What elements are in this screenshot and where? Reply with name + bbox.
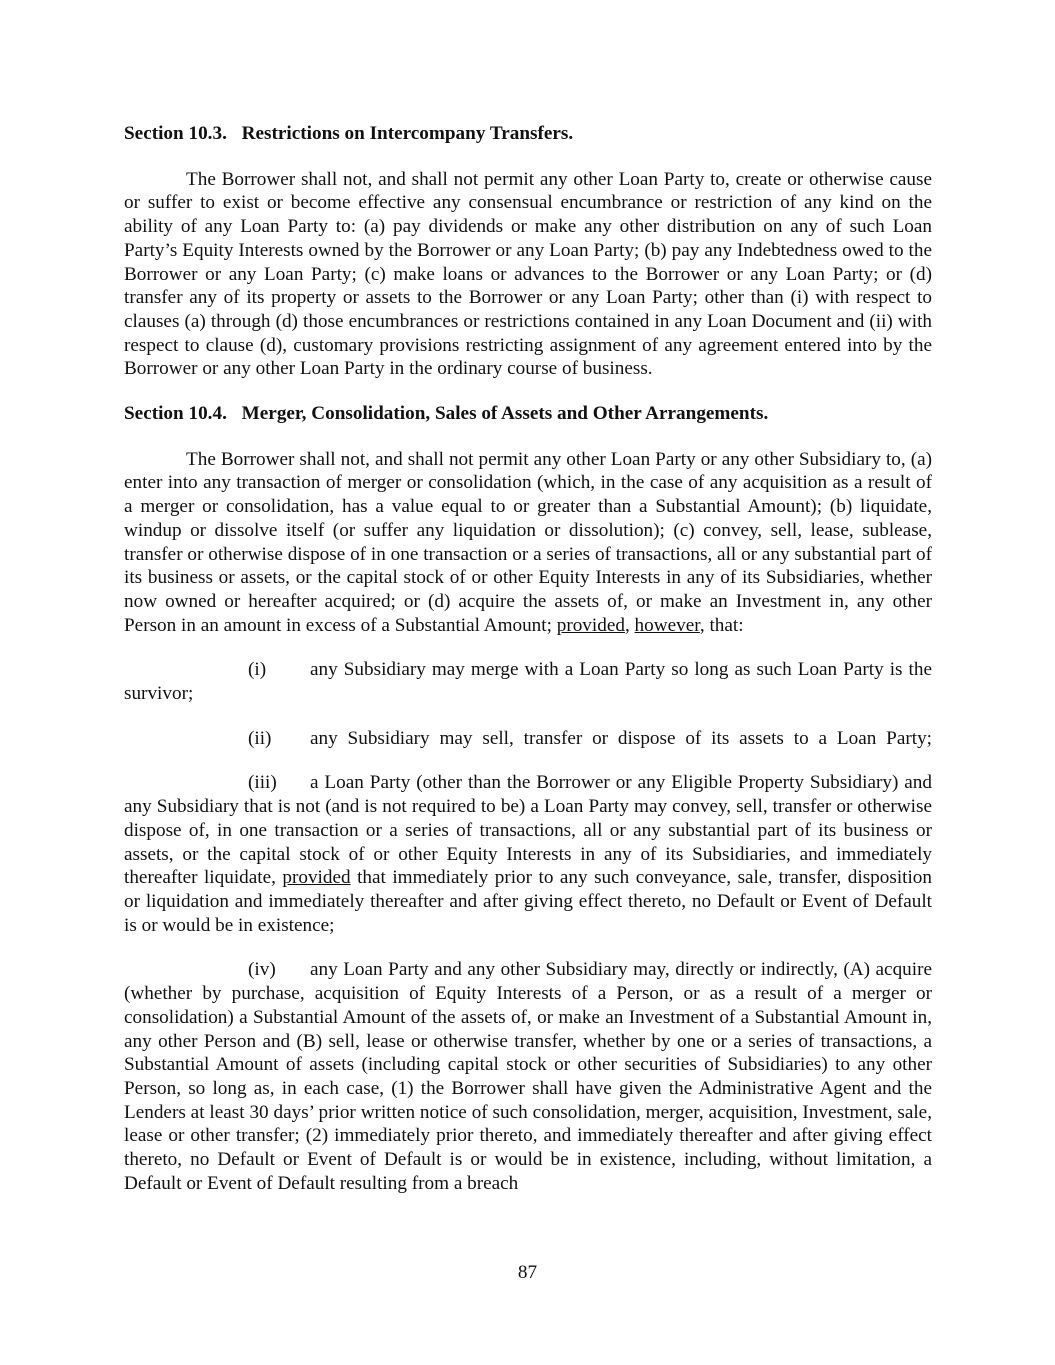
clause-text: any Subsidiary may merge with a Loan Party so long as such Loan Party is the survivor; xyxy=(124,659,932,705)
clause-text: any Subsidiary may sell, transfer or dispose of its assets to a Loan Party; xyxy=(310,727,932,749)
section-number: Section 10.4. xyxy=(124,403,227,425)
provided-term: provided xyxy=(556,614,625,636)
section-number: Section 10.3. xyxy=(124,123,227,144)
page-content xyxy=(124,122,932,1216)
section-10-4-body xyxy=(124,448,932,638)
clause-ii xyxy=(124,727,932,751)
clause-label: (iii) xyxy=(248,772,277,794)
section-10-4-heading xyxy=(124,402,932,426)
clause-text: a Loan Party (other than the Borrower or any Eligible Property Subsidiary) and any Subsidiary that is not (and is not required to be) a Loan Party may convey, sell, transfer or otherwise dispose of, in one transaction or a series of transactions, all or any substantial part of its business or assets, or the capital stock of or other Equity Interests in any of its Subsidiaries, and immediately thereafter liquidate, xyxy=(124,772,932,889)
clause-label: (ii) xyxy=(248,727,272,749)
section-title: Merger, Consolidation, Sales of Assets and Other Arrangements. xyxy=(241,403,769,425)
clause-i xyxy=(124,658,932,705)
however-term: however xyxy=(634,614,700,636)
clause-label: (iv) xyxy=(248,959,276,981)
clause-text: any Loan Party and any other Subsidiary may, directly or indirectly, (A) acquire (whether by purchase, acquisition of Equity Interests of a Person, or as a result of a merger or consolidation) a Substantial Amount of the assets of, or make an Investment of a Substantial Amount in, any other Person and (B) sell, lease or otherwise transfer, whether by one or a series of transactions, a Substantial Amount of assets (including capital stock or other securities of Subsidiaries) to any other Person, so long as, in each case, (1) the Borrower shall have given the Administrative Agent and the Lenders at least 30 days’ prior written notice of such consolidation, merger, acquisition, Investment, sale, lease or other transfer; (2) immediately prior thereto, and immediately thereafter and after giving effect thereto, no Default or Event of Default is or would be in existence, including, without limitation, a Default or Event of Default resulting from a breach xyxy=(124,959,932,1194)
provided-term: provided xyxy=(282,867,351,889)
page-number: 87 xyxy=(517,1262,538,1283)
section-10-3-body: The Borrower shall not, and shall not permit any other Loan Party to, create or otherwise cause or suffer to exist or become effective any consensual encumbrance or restriction of any kind on the ability of any Loan Party to: (a) pay dividends or make any other distribution on any of such Loan Party’s Equity Interests owned by the Borrower or any Loan Party; (b) pay any Indebtedness owed to the Borrower or any Loan Party; (c) make loans or advances to the Borrower or any Loan Party; or (d) transfer any of its property or assets to the Borrower or any Loan Party; other than (i) with respect to clauses (a) through (d) those encumbrances or restrictions contained in any Loan Document and (ii) with respect to clause (d), customary provisions restricting assignment of any agreement entered into by the Borrower or any other Loan Party in the ordinary course of business. xyxy=(124,168,932,380)
section-title: Restrictions on Intercompany Transfers. xyxy=(241,123,574,144)
body-text: The Borrower shall not, and shall not permit any other Loan Party or any other Subsidiary to, (a) enter into any transaction of merger or consolidation (which, in the case of any acquisition as a result of a merger or consolidation, has a value equal to or greater than a Substantial Amount); (b) liquidate, windup or dissolve itself (or suffer any liquidation or dissolution); (c) convey, sell, lease, sublease, transfer or otherwise dispose of in one transaction or a series of transactions, all or any substantial part of its business or assets, or the capital stock of or other Equity Interests in any of its Subsidiaries, whether now owned or hereafter acquired; or (d) acquire the assets of, or make an Investment in, any other Person in an amount in excess of a Substantial Amount; xyxy=(124,448,932,636)
section-10-3-heading xyxy=(124,122,932,146)
that-text: , that: xyxy=(699,614,744,636)
clause-label: (i) xyxy=(248,659,267,681)
clause-iv xyxy=(124,958,932,1195)
comma: , xyxy=(624,614,630,636)
clause-iii xyxy=(124,771,932,937)
clause-text: that immediately prior to any such conveyance, sale, transfer, disposition or liquidation and immediately thereafter and after giving effect thereto, no Default or Event of Default is or would be in existence; xyxy=(124,867,932,936)
